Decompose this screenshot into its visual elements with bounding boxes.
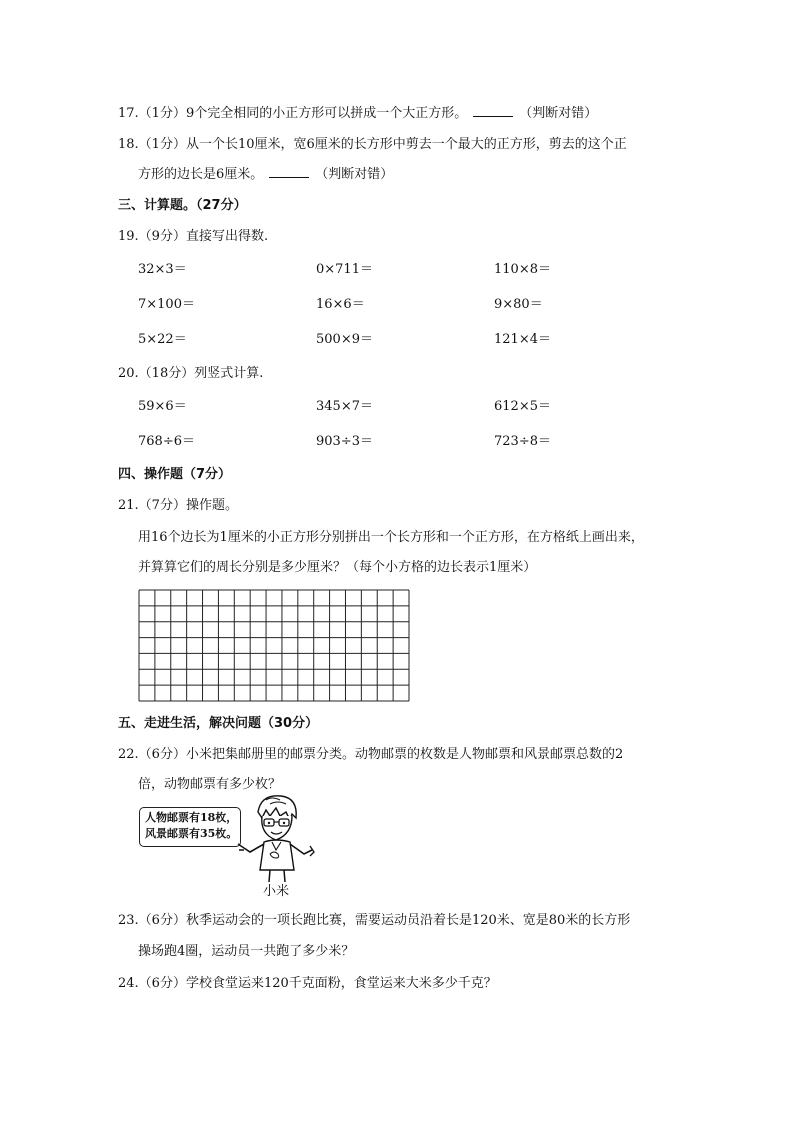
- grid-paper[interactable]: [138, 589, 410, 702]
- answer-blank-18[interactable]: [269, 165, 309, 178]
- boy-illustration: [236, 792, 316, 884]
- section-4-heading: 四、操作题（7分）: [118, 467, 232, 482]
- question-21-line2: 并算算它们的周长分别是多少厘米？（每个小方格的边长表示1厘米）: [138, 560, 537, 575]
- calc-item: 723÷8＝: [494, 434, 551, 449]
- calc-item: 5×22＝: [138, 332, 187, 347]
- question-18-line2-text: 方形的边长是6厘米。: [138, 167, 264, 182]
- question-22-line1: 22.（6分）小米把集邮册里的邮票分类。动物邮票的枚数是人物邮票和风景邮票总数的2: [118, 747, 624, 762]
- calc-item: 121×4＝: [494, 332, 551, 347]
- calc-item: 345×7＝: [316, 399, 373, 414]
- question-23-line1: 23.（6分）秋季运动会的一项长跑比赛，需要运动员沿着长是120米、宽是80米的长方形: [118, 913, 631, 928]
- question-21-line1: 用16个边长为1厘米的小正方形分别拼出一个长方形和一个正方形，在方格纸上画出来，: [138, 530, 644, 545]
- calc-item: 9×80＝: [494, 297, 543, 312]
- question-18-line2: [138, 165, 393, 184]
- question-22-line2: 倍，动物邮票有多少枚？: [138, 777, 282, 792]
- question-18-line1: 18.（1分）从一个长10厘米，宽6厘米的长方形中剪去一个最大的正方形，剪去的这个正: [118, 137, 627, 152]
- question-17: [118, 104, 597, 123]
- section-5-heading: 五、走进生活，解决问题（30分）: [118, 716, 319, 731]
- answer-blank-17[interactable]: [473, 104, 513, 117]
- calc-item: 0×711＝: [316, 262, 373, 277]
- question-19-title: 19.（9分）直接写出得数.: [118, 229, 269, 244]
- calc-item: 32×3＝: [138, 262, 187, 277]
- calc-item: 59×6＝: [138, 399, 187, 414]
- question-18-suffix: （判断对错）: [315, 167, 394, 182]
- question-17-text: 17.（1分）9个完全相同的小正方形可以拼成一个大正方形。: [118, 106, 468, 121]
- question-24-line1: 24.（6分）学校食堂运来120千克面粉，食堂运来大米多少千克？: [118, 976, 497, 991]
- bubble-line-2: 风景邮票有35枚。: [145, 827, 238, 840]
- character-caption: 小米: [263, 884, 290, 899]
- question-23-line2: 操场跑4圈，运动员一共跑了多少米？: [138, 944, 355, 959]
- question-21-title: 21.（7分）操作题。: [118, 498, 238, 513]
- calc-item: 768÷6＝: [138, 434, 195, 449]
- section-3-heading: 三、计算题。（27分）: [118, 198, 247, 213]
- calc-item: 500×9＝: [316, 332, 373, 347]
- calc-item: 16×6＝: [316, 297, 365, 312]
- speech-bubble: [139, 807, 241, 847]
- calc-item: 612×5＝: [494, 399, 551, 414]
- bubble-line-1: 人物邮票有18枚，: [145, 811, 238, 824]
- calc-item: 110×8＝: [494, 262, 551, 277]
- question-17-suffix: （判断对错）: [519, 106, 598, 121]
- question-20-title: 20.（18分）列竖式计算.: [118, 366, 264, 381]
- calc-item: 7×100＝: [138, 297, 195, 312]
- calc-item: 903÷3＝: [316, 434, 373, 449]
